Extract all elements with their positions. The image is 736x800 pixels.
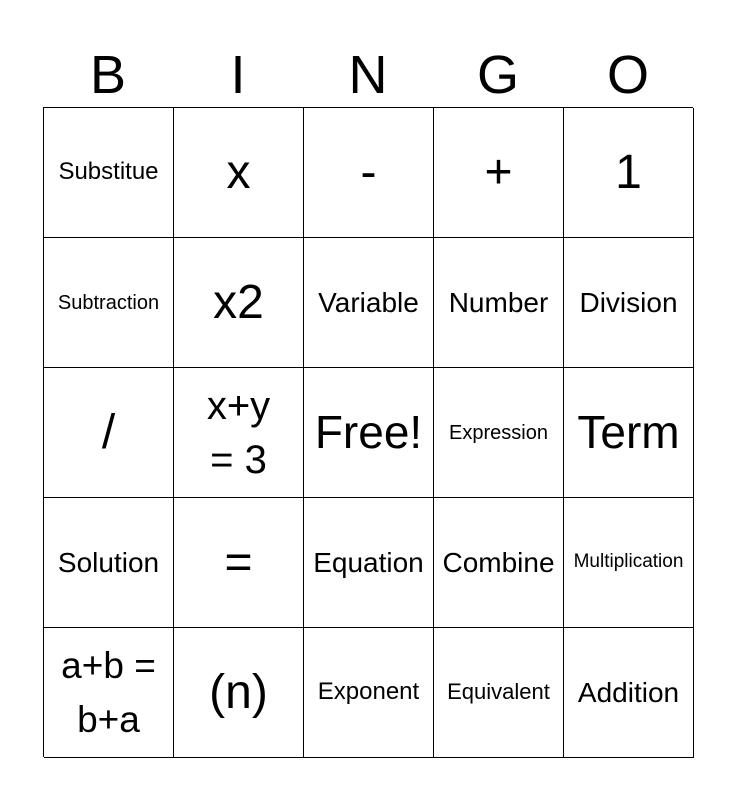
bingo-cell[interactable]	[174, 238, 304, 368]
cell-label: (n)	[209, 665, 268, 719]
cell-label: x	[226, 145, 251, 199]
header-letter-n: N	[348, 45, 388, 105]
bingo-cell[interactable]	[304, 498, 434, 628]
bingo-cell[interactable]	[564, 498, 694, 628]
bingo-cell[interactable]	[434, 628, 564, 758]
cell-label: Substitue	[58, 158, 159, 186]
cell-label: =	[224, 535, 253, 589]
cell-label: Multiplication	[573, 551, 684, 573]
free-space-label: Free!	[314, 406, 423, 459]
cell-label: x2	[213, 275, 264, 329]
cell-label: Equivalent	[447, 679, 550, 705]
cell-label: x+y = 3	[206, 383, 271, 482]
cell-label: +	[484, 145, 513, 199]
bingo-grid	[43, 107, 693, 757]
bingo-header	[43, 44, 693, 106]
bingo-cell[interactable]	[44, 238, 174, 368]
cell-label: a+b = b+a	[61, 644, 156, 740]
header-letter-g: G	[476, 45, 519, 105]
cell-label: -	[360, 145, 377, 199]
bingo-cell[interactable]	[44, 108, 174, 238]
bingo-cell[interactable]	[564, 108, 694, 238]
bingo-cell[interactable]	[44, 498, 174, 628]
cell-label: Equation	[313, 546, 424, 578]
bingo-cell[interactable]	[434, 498, 564, 628]
bingo-cell[interactable]	[434, 368, 564, 498]
bingo-cell[interactable]	[304, 628, 434, 758]
bingo-cell[interactable]	[174, 628, 304, 758]
header-letter-i: I	[230, 45, 246, 105]
free-space-cell[interactable]	[304, 368, 434, 498]
cell-label: /	[101, 405, 116, 459]
bingo-cell[interactable]	[304, 108, 434, 238]
bingo-cell[interactable]	[44, 368, 174, 498]
bingo-cell[interactable]	[564, 238, 694, 368]
header-letter-o: O	[606, 45, 649, 105]
header-letter-b: B	[89, 45, 127, 105]
cell-label: Solution	[57, 546, 160, 578]
cell-label: Expression	[449, 421, 548, 444]
bingo-cell[interactable]	[564, 628, 694, 758]
cell-label: Variable	[318, 286, 419, 318]
bingo-cell[interactable]	[44, 628, 174, 758]
bingo-cell[interactable]	[174, 368, 304, 498]
bingo-cell[interactable]	[434, 238, 564, 368]
cell-label: Division	[579, 286, 678, 318]
bingo-cell[interactable]	[304, 238, 434, 368]
cell-label: Exponent	[317, 678, 420, 706]
cell-label: 1	[615, 145, 642, 199]
bingo-cell[interactable]	[564, 368, 694, 498]
cell-label: Term	[577, 406, 680, 459]
bingo-cell[interactable]	[174, 108, 304, 238]
cell-label: Subtraction	[57, 291, 160, 314]
cell-label: Number	[448, 286, 549, 318]
bingo-cell[interactable]	[174, 498, 304, 628]
cell-label: Addition	[577, 676, 680, 708]
bingo-cell[interactable]	[434, 108, 564, 238]
cell-label: Combine	[442, 546, 555, 578]
